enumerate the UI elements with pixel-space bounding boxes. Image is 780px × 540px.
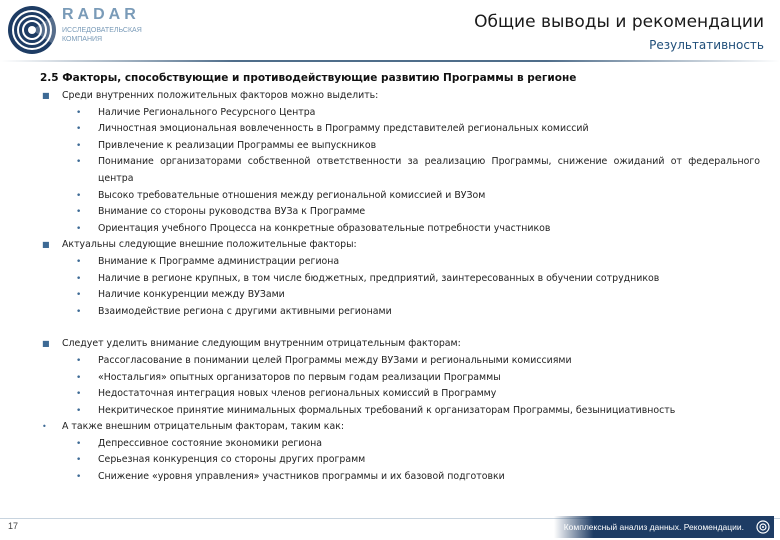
- list-item: [40, 154, 760, 187]
- radar-logo-icon: [6, 4, 58, 56]
- dot-bullet-icon: •: [76, 306, 82, 317]
- footer-caption: Комплексный анализ данных. Рекомендации.: [554, 516, 774, 538]
- list-item: [40, 287, 760, 304]
- list-item-text: Взаимодействие региона с другими активными регионами: [98, 305, 392, 317]
- list-item-text: Привлечение к реализации Программы ее выпускников: [98, 139, 377, 151]
- brand-subtitle: ИССЛЕДОВАТЕЛЬСКАЯ КОМПАНИЯ: [62, 27, 142, 43]
- list-item-text: Серьезная конкуренция со стороны других программ: [98, 454, 366, 466]
- list-group-label: [40, 419, 760, 436]
- dot-bullet-icon: •: [76, 372, 82, 383]
- dot-bullet-icon: •: [76, 107, 82, 118]
- list-item: [40, 188, 760, 205]
- list-item: [40, 105, 760, 122]
- square-bullet-icon: ■: [42, 91, 50, 100]
- dot-bullet-icon: •: [76, 124, 82, 135]
- group-label-text: Актуальны следующие внешние положительные факторы:: [62, 239, 357, 251]
- list-item-text: Понимание организаторами собственной ответственности за реализацию Программы, снижение ожиданий от федерального центра: [98, 156, 760, 184]
- dot-bullet-icon: •: [76, 472, 82, 483]
- list-item: [40, 254, 760, 271]
- dot-bullet-icon: •: [76, 405, 82, 416]
- list-item-text: Депрессивное состояние экономики региона: [98, 437, 322, 449]
- dot-bullet-icon: •: [76, 389, 82, 400]
- list-item: [40, 204, 760, 221]
- dot-bullet-icon: •: [76, 157, 82, 168]
- list-item-text: Снижение «уровня управления» участников программы и их базовой подготовки: [98, 471, 505, 483]
- dot-bullet-icon: •: [76, 355, 82, 366]
- list-group-label: [40, 336, 760, 353]
- list-item-text: Личностная эмоциональная вовлеченность в Программу представителей региональных комиссий: [98, 123, 589, 135]
- list-item: [40, 436, 760, 453]
- list-item: [40, 370, 760, 387]
- dot-bullet-icon: •: [76, 273, 82, 284]
- dot-bullet-icon: •: [42, 422, 47, 432]
- dot-bullet-icon: •: [76, 140, 82, 151]
- list-item: [40, 452, 760, 469]
- group-label-text: А также внешним отрицательным факторам, таким как:: [62, 421, 345, 433]
- list-item-text: «Ностальгия» опытных организаторов по первым годам реализации Программы: [98, 371, 501, 383]
- list-item: [40, 121, 760, 138]
- list-group-label: [40, 88, 760, 105]
- spacer: [40, 320, 760, 336]
- dot-bullet-icon: •: [76, 438, 82, 449]
- list-item-text: Ориентация учебного Процесса на конкретные образовательные потребности участников: [98, 222, 551, 234]
- list-item-text: Наличие Регионального Ресурсного Центра: [98, 106, 316, 118]
- header-divider: [0, 60, 780, 62]
- square-bullet-icon: ■: [42, 240, 50, 250]
- list-item-text: Некритическое принятие минимальных формальных требований к организаторам Программы, безынициативность: [98, 404, 676, 416]
- list-item-text: Внимание к Программе администрации региона: [98, 255, 340, 267]
- radar-small-icon: [756, 520, 770, 534]
- page-subtitle: Результативность: [649, 38, 764, 52]
- dot-bullet-icon: •: [76, 190, 82, 201]
- list-item-text: Внимание со стороны руководства ВУЗа к Программе: [98, 206, 366, 218]
- content: [40, 88, 760, 486]
- section-title: 2.5 Факторы, способствующие и противодействующие развитию Программы в регионе: [40, 72, 577, 84]
- page-number: 17: [8, 521, 19, 531]
- header: [0, 0, 780, 62]
- list-item: [40, 353, 760, 370]
- group-label-text: Среди внутренних положительных факторов можно выделить:: [62, 90, 379, 101]
- dot-bullet-icon: •: [76, 455, 82, 466]
- list-item: [40, 386, 760, 403]
- square-bullet-icon: ■: [42, 339, 50, 349]
- brand-name: RADAR: [62, 6, 140, 23]
- list-item: [40, 138, 760, 155]
- page-title: Общие выводы и рекомендации: [474, 12, 764, 32]
- list-item-text: Высоко требовательные отношения между региональной комиссией и ВУЗом: [98, 189, 486, 201]
- list-item-text: Наличие в регионе крупных, в том числе бюджетных, предприятий, заинтересованных в обучении сотрудников: [98, 272, 660, 284]
- list-item-text: Рассогласование в понимании целей Программы между ВУЗами и региональными комиссиями: [98, 354, 572, 366]
- list-item: [40, 271, 760, 288]
- dot-bullet-icon: •: [76, 256, 82, 267]
- dot-bullet-icon: •: [76, 223, 82, 234]
- list-item: [40, 304, 760, 321]
- group-label-text: Следует уделить внимание следующим внутренним отрицательным факторам:: [62, 338, 461, 350]
- list-item: [40, 469, 760, 486]
- list-item-text: Наличие конкуренции между ВУЗами: [98, 289, 285, 301]
- list-group-label: [40, 237, 760, 254]
- list-item-text: Недостаточная интеграция новых членов региональных комиссий в Программу: [98, 388, 497, 400]
- dot-bullet-icon: •: [76, 290, 82, 301]
- dot-bullet-icon: •: [76, 207, 82, 218]
- list-item: [40, 403, 760, 420]
- list-item: [40, 221, 760, 238]
